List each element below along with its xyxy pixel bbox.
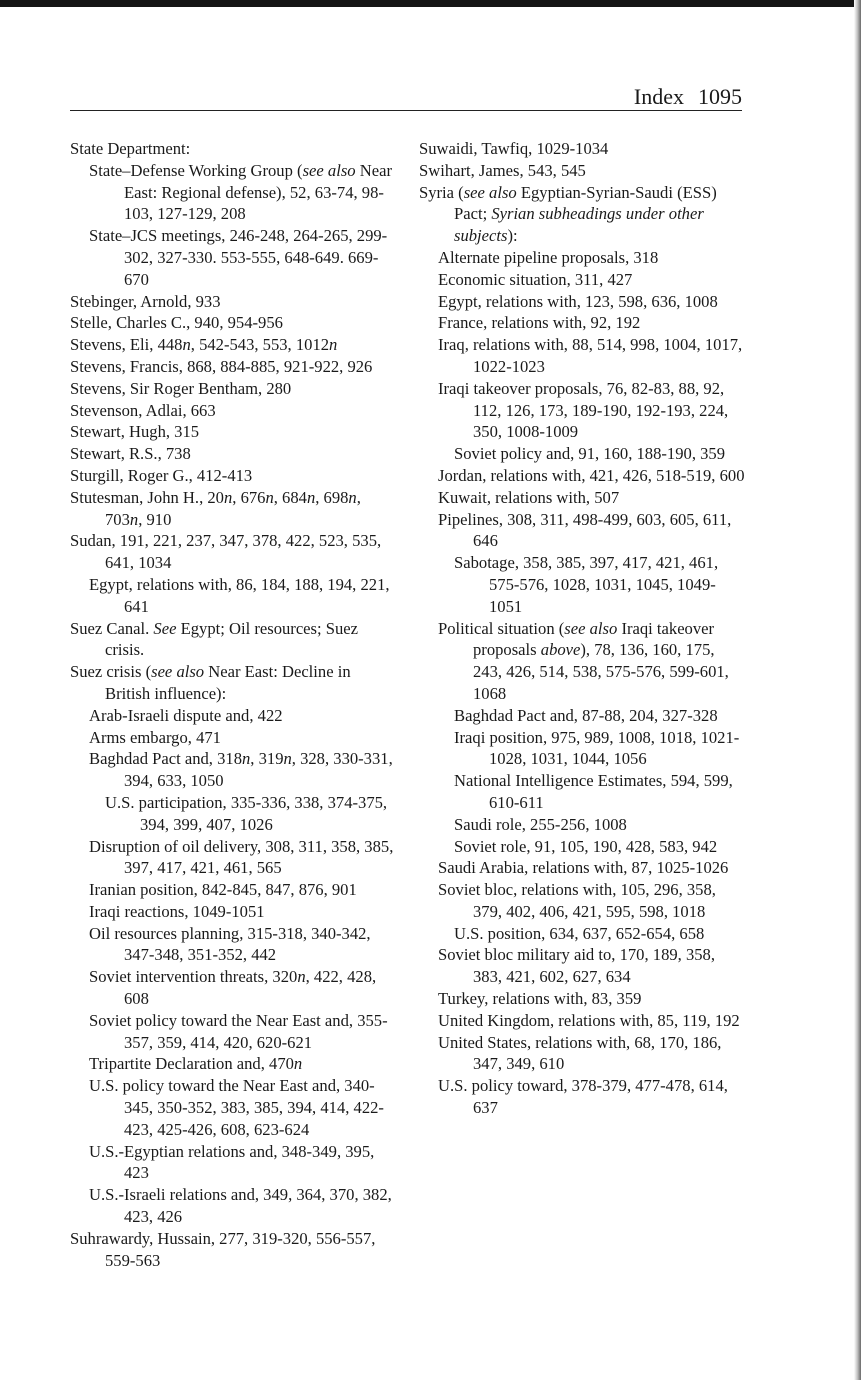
entry-text: State Department:	[70, 139, 191, 158]
index-entry	[70, 727, 398, 749]
index-entry	[419, 814, 747, 836]
entry-text: , 703	[105, 487, 361, 529]
index-entry	[419, 378, 747, 443]
index-entry	[70, 1075, 398, 1140]
entry-text: National Intelligence Estimates, 594, 599, 610-611	[454, 771, 733, 812]
italic-text: see also	[564, 618, 618, 638]
index-entry	[419, 552, 747, 617]
entry-text: , 542-543, 553, 1012	[190, 335, 330, 355]
index-entry	[419, 182, 747, 247]
index-entry	[70, 705, 398, 727]
entry-text: Soviet bloc, relations with, 105, 296, 358, 379, 402, 406, 421, 595, 598, 1018	[438, 880, 716, 921]
entry-text: Swihart, James, 543, 545	[419, 160, 586, 180]
index-entry	[419, 247, 747, 269]
italic-text: n	[306, 487, 316, 507]
index-entry	[419, 879, 747, 923]
entry-text: Baghdad Pact and, 318	[89, 749, 242, 769]
entry-text: Soviet role, 91, 105, 190, 428, 583, 942	[454, 836, 718, 856]
italic-text: n	[283, 749, 292, 769]
italic-text: n	[223, 487, 233, 507]
index-entry	[419, 465, 747, 487]
entry-text: Sudan, 191, 221, 237, 347, 378, 422, 523, 535, 641, 1034	[70, 531, 382, 573]
index-entry	[70, 901, 398, 923]
index-entry	[419, 138, 747, 160]
italic-text: n	[293, 1054, 303, 1074]
section-title: Index	[633, 84, 684, 109]
italic-text: above	[540, 640, 581, 660]
entry-text: Disruption of oil delivery, 308, 311, 358, 385, 397, 417, 421, 461, 565	[89, 836, 394, 878]
index-entry	[419, 923, 747, 945]
italic-text: n	[329, 335, 338, 355]
index-entry	[70, 1010, 398, 1054]
entry-text: Soviet bloc military aid to, 170, 189, 358, 383, 421, 602, 627, 634	[438, 945, 715, 987]
entry-text: Stutesman, John H., 20	[70, 487, 224, 507]
entry-text: , 698	[315, 487, 349, 507]
entry-text: Saudi role, 255-256, 1008	[454, 814, 627, 834]
entry-text: Stebinger, Arnold, 933	[70, 291, 221, 311]
running-header	[70, 84, 742, 111]
index-entry	[419, 291, 747, 313]
entry-text: Stewart, R.S., 738	[70, 444, 191, 464]
entry-text: Oil resources planning, 315-318, 340-342, 347-348, 351-352, 442	[89, 923, 371, 965]
index-entry	[70, 400, 398, 422]
index-entry	[70, 836, 398, 880]
index-entry	[419, 1032, 747, 1076]
entry-text: Pipelines, 308, 311, 498-499, 603, 605, 611, 646	[438, 509, 732, 551]
entry-text: U.S. policy toward the Near East and, 340-345, 350-352, 383, 385, 394, 414, 422-423, 425-426, 608, 623-624	[89, 1076, 384, 1139]
italic-text: Syrian subheadings under other subjects	[454, 204, 704, 246]
entry-text: Tripartite Declaration and, 470	[89, 1054, 294, 1074]
italic-text: see also	[302, 160, 356, 180]
entry-text: Stevens, Sir Roger Bentham, 280	[70, 378, 292, 398]
index-entry	[70, 792, 398, 836]
entry-text: Turkey, relations with, 83, 359	[438, 989, 642, 1009]
entry-text: Economic situation, 311, 427	[438, 269, 633, 289]
page-right-edge	[854, 0, 861, 1380]
index-entry	[419, 857, 747, 879]
entry-text: Suez crisis (	[70, 662, 152, 682]
entry-text: U.S.-Israeli relations and, 349, 364, 370, 382, 423, 426	[89, 1185, 392, 1227]
entry-text: U.S. participation, 335-336, 338, 374-375, 394, 399, 407, 1026	[105, 792, 388, 834]
index-entry	[419, 269, 747, 291]
entry-text: Iraq, relations with, 88, 514, 998, 1004, 1017, 1022-1023	[438, 335, 743, 376]
index-entry	[70, 356, 398, 378]
italic-text: see also	[463, 182, 517, 202]
index-entry	[70, 966, 398, 1010]
entry-text: France, relations with, 92, 192	[438, 313, 641, 333]
index-entry	[70, 1184, 398, 1228]
index-entry	[70, 421, 398, 443]
index-entry	[419, 836, 747, 858]
index-entry	[70, 879, 398, 901]
entry-text: , 422, 428, 608	[124, 967, 377, 1009]
italic-text: n	[265, 487, 274, 507]
entry-text: Stevenson, Adlai, 663	[70, 400, 216, 420]
index-entry	[70, 530, 398, 574]
index-entry	[419, 160, 747, 182]
entry-text: Egyptian-Syrian-Saudi (ESS) Pact;	[454, 182, 717, 224]
index-entry	[419, 487, 747, 509]
entry-text: Suwaidi, Tawfiq, 1029-1034	[419, 139, 609, 158]
entry-text: Iraqi takeover proposals, 76, 82-83, 88, 92, 112, 126, 173, 189-190, 192-193, 224, 350, 1008-1009	[438, 378, 729, 442]
index-entry	[70, 487, 398, 531]
entry-text: United States, relations with, 68, 170, 186, 347, 349, 610	[438, 1032, 722, 1074]
index-entry	[419, 509, 747, 553]
entry-text: Near East: Decline in British influence):	[105, 662, 351, 703]
index-entry	[70, 574, 398, 618]
entry-text: Soviet policy and, 91, 160, 188-190, 359	[454, 444, 726, 464]
index-entry	[70, 334, 398, 356]
entry-text: U.S.-Egyptian relations and, 348-349, 395, 423	[89, 1141, 375, 1183]
entry-text: Egypt, relations with, 86, 184, 188, 194, 221, 641	[89, 574, 390, 616]
italic-text: n	[348, 487, 357, 507]
italic-text: n	[242, 749, 251, 769]
italic-text: n	[129, 509, 139, 529]
entry-text: Soviet policy toward the Near East and, 355-357, 359, 414, 420, 620-621	[89, 1010, 388, 1052]
index-entry	[70, 225, 398, 290]
entry-text: Alternate pipeline proposals, 318	[438, 247, 659, 267]
entry-text: Stevens, Eli, 448	[70, 335, 183, 355]
index-entry	[70, 1228, 398, 1272]
index-entry	[70, 138, 398, 160]
entry-text: Baghdad Pact and, 87-88, 204, 327-328	[454, 705, 718, 725]
entry-text: U.S. position, 634, 637, 652-654, 658	[454, 923, 705, 943]
entry-text: Stewart, Hugh, 315	[70, 422, 200, 442]
entry-text: Sturgill, Roger G., 412-413	[70, 465, 253, 485]
entry-text: Egypt; Oil resources; Suez crisis.	[105, 618, 359, 660]
entry-text: Jordan, relations with, 421, 426, 518-519, 600	[438, 465, 745, 485]
entry-text: Sabotage, 358, 385, 397, 417, 421, 461, 575-576, 1028, 1031, 1045, 1049-1051	[454, 553, 719, 616]
index-entry	[70, 160, 398, 225]
entry-text: Soviet intervention threats, 320	[89, 967, 298, 987]
entry-text: State–JCS meetings, 246-248, 264-265, 299-302, 327-330. 553-555, 648-649. 669-670	[89, 226, 388, 289]
index-entry	[419, 334, 747, 378]
entry-text: ), 78, 136, 160, 175, 243, 426, 514, 538, 575-576, 599-601, 1068	[473, 640, 729, 703]
entry-text: Suhrawardy, Hussain, 277, 319-320, 556-557, 559-563	[70, 1228, 376, 1270]
index-entry	[419, 312, 747, 334]
entry-text: Stevens, Francis, 868, 884-885, 921-922, 926	[70, 356, 373, 376]
index-entry	[70, 312, 398, 334]
entry-text: , 910	[138, 509, 172, 529]
index-column-right	[419, 138, 747, 1119]
entry-text: ):	[507, 226, 518, 246]
entry-text: Stelle, Charles C., 940, 954-956	[70, 313, 283, 333]
entry-text: U.S. policy toward, 378-379, 477-478, 614, 637	[438, 1076, 728, 1118]
entry-text: Iraqi takeover proposals	[473, 618, 715, 660]
entry-text: Arms embargo, 471	[89, 727, 221, 747]
running-head	[634, 84, 742, 110]
entry-text: Egypt, relations with, 123, 598, 636, 1008	[438, 291, 718, 311]
page-top-edge	[0, 0, 861, 7]
index-entry	[419, 944, 747, 988]
index-entry	[419, 1010, 747, 1032]
index-entry	[70, 618, 398, 662]
entry-text: Iraqi position, 975, 989, 1008, 1018, 1021-1028, 1031, 1044, 1056	[454, 727, 740, 769]
entry-text: Saudi Arabia, relations with, 87, 1025-1026	[438, 858, 729, 878]
entry-text: , 676	[232, 487, 266, 507]
index-entry	[70, 748, 398, 792]
italic-text: See	[153, 618, 177, 638]
index-entry	[70, 1053, 398, 1075]
index-entry	[419, 727, 747, 771]
entry-text: Arab-Israeli dispute and, 422	[89, 705, 283, 725]
entry-text: , 319	[250, 749, 284, 769]
entry-text: Iranian position, 842-845, 847, 876, 901	[89, 880, 357, 900]
index-entry	[419, 1075, 747, 1119]
index-entry	[419, 618, 747, 705]
italic-text: n	[297, 967, 306, 987]
italic-text: see also	[151, 662, 205, 682]
entry-text: State–Defense Working Group (	[89, 160, 303, 180]
index-entry	[70, 923, 398, 967]
index-entry	[419, 988, 747, 1010]
entry-text: Suez Canal.	[70, 618, 154, 638]
entry-text: United Kingdom, relations with, 85, 119, 192	[438, 1010, 740, 1030]
entry-text: Iraqi reactions, 1049-1051	[89, 901, 265, 921]
italic-text: n	[182, 335, 191, 355]
index-entry	[70, 443, 398, 465]
index-column-left	[70, 138, 398, 1271]
index-entry	[70, 378, 398, 400]
index-entry	[70, 1141, 398, 1185]
index-entry	[70, 465, 398, 487]
entry-text: , 328, 330-331, 394, 633, 1050	[124, 749, 393, 791]
entry-text: Kuwait, relations with, 507	[438, 487, 620, 507]
index-entry	[419, 443, 747, 465]
entry-text: Political situation (	[438, 618, 565, 638]
page-number: 1095	[698, 84, 742, 109]
index-entry	[419, 770, 747, 814]
entry-text: , 684	[273, 487, 307, 507]
index-entry	[70, 291, 398, 313]
index-entry	[70, 661, 398, 705]
entry-text: Syria (	[419, 182, 464, 202]
index-entry	[419, 705, 747, 727]
entry-text: Near East: Regional defense), 52, 63-74, 98-103, 127-129, 208	[124, 160, 392, 224]
